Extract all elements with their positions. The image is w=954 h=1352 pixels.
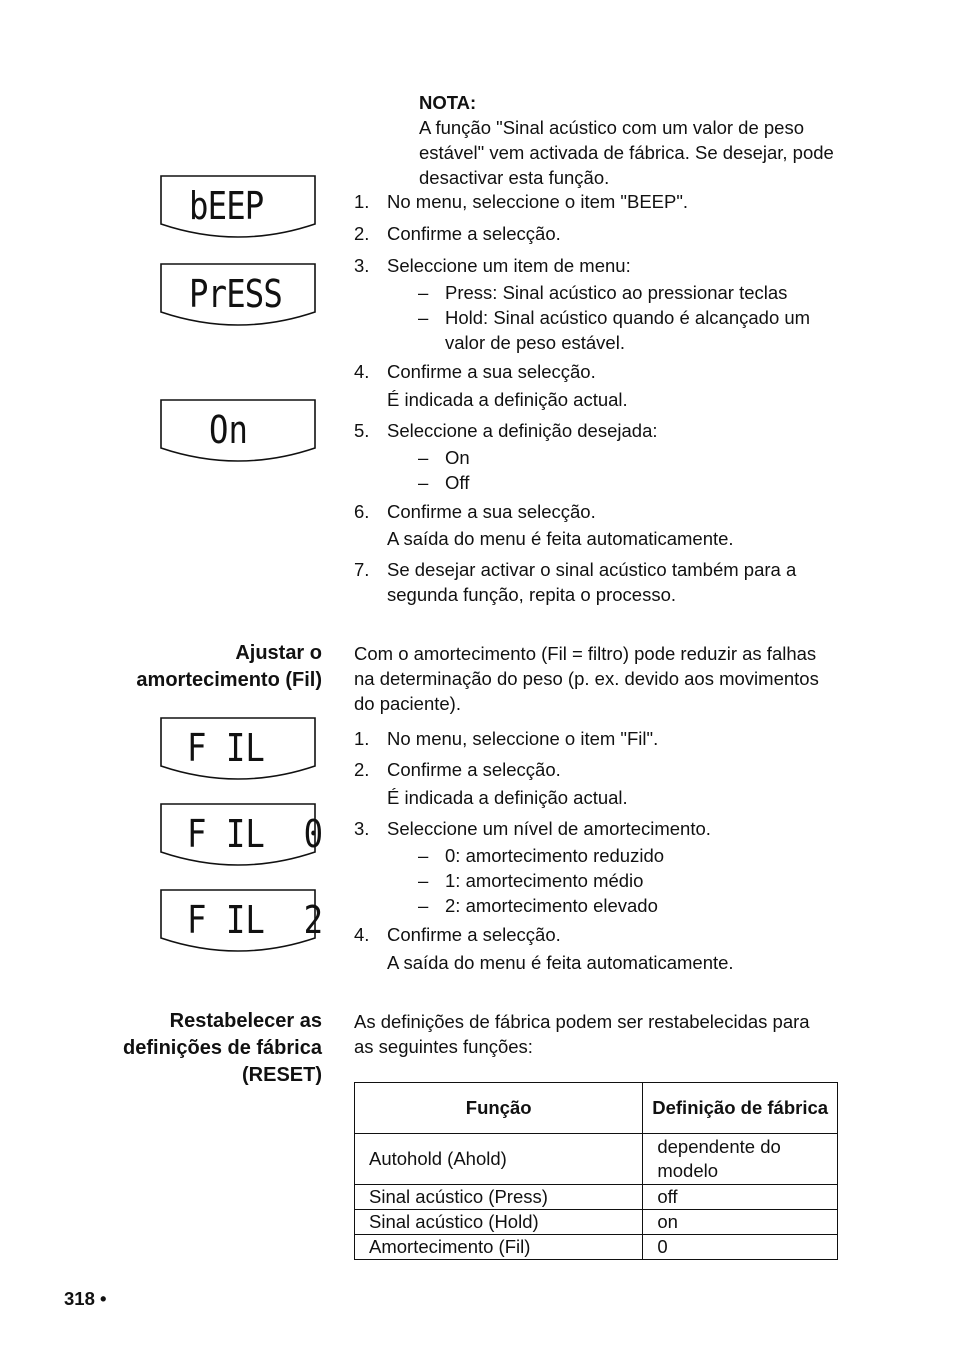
lcd-display-fil2 [159, 888, 324, 952]
step-number: 2. [354, 759, 370, 780]
table-cell: Amortecimento (Fil) [355, 1235, 643, 1260]
table-row [355, 1134, 838, 1185]
step-text: Confirme a selecção. [387, 924, 561, 945]
list-item [354, 816, 854, 841]
lcd-text: F IL [187, 726, 265, 770]
step-number: 6. [354, 501, 370, 522]
table-cell: Sinal acústico (Hold) [355, 1210, 643, 1235]
section-heading-reset [123, 1008, 322, 1089]
sub-item: – 1: amortecimento médio [418, 870, 644, 891]
sub-item-text: 2: amortecimento elevado [445, 895, 658, 916]
lcd-text: PrESS [189, 272, 282, 316]
lcd-text: bEEP [189, 184, 264, 228]
step-number: 3. [354, 255, 370, 276]
step-text: Confirme a selecção. [387, 223, 561, 244]
list-item [354, 922, 854, 975]
sub-item-text: Press: Sinal acústico ao pressionar teclas [445, 282, 788, 303]
table-cell: dependente do modelo [643, 1134, 838, 1185]
step-text-2: É indicada a definição actual. [387, 389, 628, 410]
sub-item-text: On [445, 447, 470, 468]
sub-item-text: Hold: Sinal acústico quando é alcançado um valor de peso estável. [445, 307, 811, 353]
table-header-cell: Função [355, 1083, 643, 1134]
page-number: 318 • [64, 1288, 107, 1309]
sub-item-text: 1: amortecimento médio [445, 870, 644, 891]
sub-item-text: Off [445, 472, 470, 493]
beep-steps-list [354, 189, 854, 607]
table-row [355, 1210, 838, 1235]
note-block [419, 90, 859, 190]
list-item [354, 557, 827, 607]
sub-item: – Off [418, 472, 470, 493]
section-heading-fil [136, 640, 322, 694]
fil-steps-list [354, 726, 854, 975]
sub-item-text: 0: amortecimento reduzido [445, 845, 665, 866]
step-text-2: A saída do menu é feita automaticamente. [387, 528, 734, 549]
sub-item: – On [418, 447, 470, 468]
step-text-2: É indicada a definição actual. [387, 787, 628, 808]
lcd-display-press [159, 262, 317, 326]
step-text: No menu, seleccione o item "BEEP". [387, 191, 689, 212]
step-number: 4. [354, 924, 370, 945]
step-text: Confirme a sua selecção. [387, 501, 596, 522]
table-cell: off [643, 1185, 838, 1210]
table-cell: 0 [643, 1235, 838, 1260]
sub-item: – Press: Sinal acústico ao pressionar teclas [418, 282, 788, 303]
step-text: Seleccione a definição desejada: [387, 420, 658, 441]
table-header-row [355, 1083, 838, 1134]
step-number: 7. [354, 559, 370, 580]
step-number: 1. [354, 728, 370, 749]
heading-line: definições de fábrica [123, 1037, 322, 1059]
fil-intro: Com o amortecimento (Fil = filtro) pode reduzir as falhas na determinação do peso (p. ex. devido aos movimentos do paciente). [354, 643, 819, 714]
step-text: Confirme a selecção. [387, 759, 561, 780]
step-text: Se desejar activar o sinal acústico também para a segunda função, repita o processo. [387, 559, 797, 605]
sub-item: – 2: amortecimento elevado [418, 895, 658, 916]
step-number: 1. [354, 191, 370, 212]
list-item [354, 359, 854, 412]
list-item [354, 499, 854, 551]
table-row [355, 1235, 838, 1260]
heading-line: (RESET) [242, 1064, 322, 1086]
table-row [355, 1185, 838, 1210]
list-item [354, 418, 854, 443]
lcd-display-beep [159, 174, 317, 238]
lcd-display-fil [159, 716, 317, 780]
note-text: A função "Sinal acústico com um valor de peso estável" vem activada de fábrica. Se desejar, pode desactivar esta função. [419, 117, 834, 188]
note-title: NOTA: [419, 92, 477, 113]
lcd-text: On [209, 408, 248, 452]
table-header-cell: Definição de fábrica [643, 1083, 838, 1134]
step-text: Seleccione um nível de amortecimento. [387, 818, 711, 839]
step-number: 5. [354, 420, 370, 441]
sub-item: – Hold: Sinal acústico quando é alcançado um valor de peso estável. [418, 307, 811, 353]
reset-intro: As definições de fábrica podem ser restabelecidas para as seguintes funções: [354, 1011, 810, 1057]
heading-line: amortecimento (Fil) [136, 669, 322, 691]
step-text: No menu, seleccione o item "Fil". [387, 728, 659, 749]
table-cell: Sinal acústico (Press) [355, 1185, 643, 1210]
step-text: Seleccione um item de menu: [387, 255, 631, 276]
lcd-display-on [159, 398, 317, 462]
table-cell: on [643, 1210, 838, 1235]
list-item [354, 726, 854, 751]
step-number: 3. [354, 818, 370, 839]
heading-line: Ajustar o [235, 642, 322, 664]
step-number: 4. [354, 361, 370, 382]
lcd-text: F IL 2 [187, 898, 324, 942]
sub-item: – 0: amortecimento reduzido [418, 845, 665, 866]
factory-settings-table [354, 1082, 838, 1260]
list-item [354, 757, 854, 810]
lcd-display-fil0 [159, 802, 324, 866]
heading-line: Restabelecer as [169, 1010, 322, 1032]
lcd-text: F IL 0 [187, 812, 324, 856]
list-item [354, 253, 854, 278]
step-number: 2. [354, 223, 370, 244]
step-text: Confirme a sua selecção. [387, 361, 596, 382]
table-cell: Autohold (Ahold) [355, 1134, 643, 1185]
list-item [354, 221, 854, 246]
step-text-2: A saída do menu é feita automaticamente. [387, 952, 734, 973]
list-item [354, 189, 854, 214]
